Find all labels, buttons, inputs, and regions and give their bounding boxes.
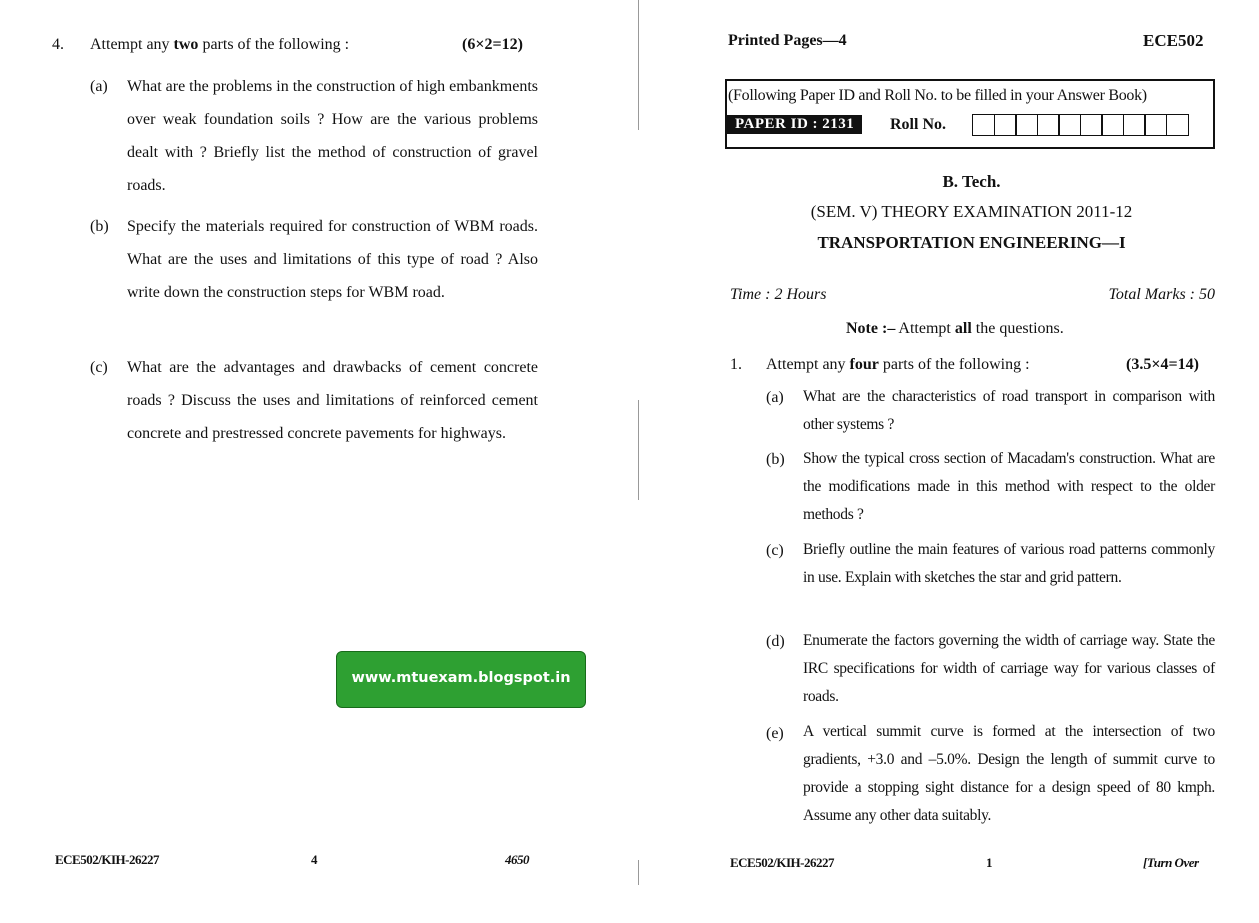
question-part: What are the problems in the construction of high embankments over weak foundation soils ? How are the various problems dealt with ? Briefly list the method of construction of gravel roads. (127, 78, 538, 194)
part-label: (b) (766, 451, 785, 468)
id-instruction: (Following Paper ID and Roll No. to be filled in your Answer Book) (728, 87, 1147, 104)
roll-digit-box[interactable] (994, 114, 1017, 136)
question-part: Specify the materials required for construction of WBM roads. What are the uses and limitations of this type of road ? Also write down the construction steps for WBM road. (127, 218, 538, 301)
roll-digit-box[interactable] (1080, 114, 1103, 136)
question-part: Briefly outline the main features of various road patterns commonly in use. Explain with sketches the star and grid pattern. (803, 541, 1215, 586)
part-label: (c) (766, 542, 784, 559)
roll-no-boxes[interactable] (972, 114, 1187, 136)
question-part: What are the characteristics of road transport in comparison with other systems ? (803, 388, 1215, 433)
part-label: (d) (766, 633, 785, 650)
roll-digit-box[interactable] (1037, 114, 1060, 136)
roll-digit-box[interactable] (972, 114, 995, 136)
footer-code: ECE502/KIH-26227 (55, 852, 159, 867)
total-marks: Total Marks : 50 (1108, 286, 1215, 303)
course-code: ECE502 (1143, 31, 1204, 50)
question-4-text: Attempt any two parts of the following : (90, 36, 350, 53)
roll-digit-box[interactable] (1058, 114, 1081, 136)
page-fold-line (638, 860, 639, 885)
paper-id-box (725, 79, 1215, 149)
page-fold-line (638, 0, 639, 130)
roll-digit-box[interactable] (1015, 114, 1038, 136)
footer-turn-over: [Turn Over (1143, 855, 1199, 870)
question-4-number: 4. (52, 36, 64, 53)
exam-title: (SEM. V) THEORY EXAMINATION 2011-12 (810, 202, 1133, 221)
part-label: (b) (90, 218, 109, 235)
roll-digit-box[interactable] (1101, 114, 1124, 136)
part-label: (e) (766, 725, 784, 742)
part-label: (c) (90, 359, 108, 376)
question-part: What are the advantages and drawbacks of cement concrete roads ? Discuss the uses and limitations of reinforced cement concrete and prestressed concrete pavements for highways. (127, 359, 538, 442)
exam-time: Time : 2 Hours (730, 286, 827, 303)
roll-digit-box[interactable] (1123, 114, 1146, 136)
watermark-banner[interactable]: www.mtuexam.blogspot.in (336, 651, 586, 708)
roll-digit-box[interactable] (1144, 114, 1167, 136)
note: Note :– Attempt all the questions. (846, 320, 1064, 337)
part-label: (a) (90, 78, 108, 95)
question-1-marks: (3.5×4=14) (1126, 356, 1199, 373)
footer-code: ECE502/KIH-26227 (730, 855, 834, 870)
question-part: Enumerate the factors governing the width of carriage way. State the IRC specifications for width of carriage way for various classes of roads. (803, 632, 1215, 705)
part-label: (a) (766, 389, 784, 406)
paper-id: PAPER ID : 2131 (727, 115, 862, 134)
roll-no-label: Roll No. (890, 116, 946, 133)
question-part: A vertical summit curve is formed at the intersection of two gradients, +3.0 and –5.0%. Design the length of summit curve to provide a stopping sight distance for a design speed of 80 kmph. Assume any other data suitably. (803, 723, 1215, 824)
printed-pages: Printed Pages—4 (728, 32, 847, 49)
page-fold-line (638, 400, 639, 500)
roll-digit-box[interactable] (1166, 114, 1189, 136)
question-1-text: Attempt any four parts of the following : (766, 356, 1030, 373)
question-4-marks: (6×2=12) (462, 36, 523, 53)
footer-count: 4650 (505, 852, 529, 867)
subject-title: TRANSPORTATION ENGINEERING—I (817, 233, 1126, 252)
footer-page-number: 1 (986, 855, 992, 870)
question-1-number: 1. (730, 356, 742, 373)
footer-page-number: 4 (311, 852, 317, 867)
question-part: Show the typical cross section of Macadam's construction. What are the modifications made in this method with respect to the older methods ? (803, 450, 1215, 523)
degree: B. Tech. (942, 172, 1001, 191)
